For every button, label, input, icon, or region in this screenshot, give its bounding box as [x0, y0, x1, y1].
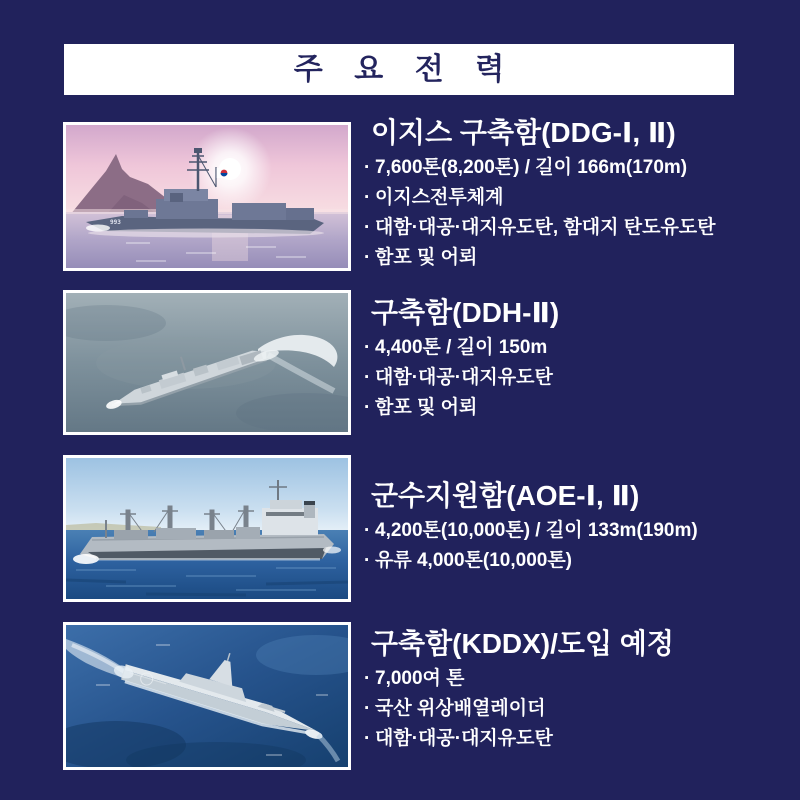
bullet-dot: · [364, 728, 371, 749]
bullet-dot: · [364, 187, 371, 208]
spec-item [364, 516, 794, 546]
spec-text: 4,400톤 / 길이 150m [375, 337, 548, 358]
section-info-aoe [364, 479, 794, 576]
spec-item [364, 393, 794, 423]
section-info-ddg [364, 116, 794, 273]
spec-text: 대함·대공·대지유도탄, 함대지 탄도유도탄 [375, 217, 716, 238]
taegeuk-flag-icon [217, 168, 232, 178]
section-title: 구축함(DDH-Ⅱ) [371, 297, 560, 328]
spec-item [364, 153, 794, 183]
ship-photo-destroyer [63, 290, 351, 435]
spec-item [364, 333, 794, 363]
section-title: 이지스 구축함(DDG-Ⅰ, Ⅱ) [371, 117, 676, 148]
spec-item [364, 213, 794, 243]
spec-text: 7,000여 톤 [375, 668, 465, 689]
aegis-destroyer-illustration [66, 125, 348, 268]
spec-item [364, 694, 794, 724]
spec-list [364, 153, 794, 273]
bullet-dot: · [364, 337, 371, 358]
spec-list [364, 516, 794, 576]
spec-item [364, 243, 794, 273]
ship-photo-logistics-ship [63, 455, 351, 602]
spec-list [364, 664, 794, 754]
bullet-dot: · [364, 397, 371, 418]
section-info-ddh [364, 296, 794, 423]
spec-text: 이지스전투체계 [375, 187, 504, 208]
bullet-dot: · [364, 698, 371, 719]
section-title: 구축함(KDDX)/도입 예정 [371, 628, 674, 659]
spec-text: 함포 및 어뢰 [375, 397, 478, 418]
section-title: 군수지원함(AOE-Ⅰ, Ⅱ) [371, 480, 640, 511]
spec-item [364, 664, 794, 694]
bullet-dot: · [364, 217, 371, 238]
spec-text: 대함·대공·대지유도탄 [375, 367, 553, 388]
ship-photo-kddx [63, 622, 351, 770]
spec-item [364, 183, 794, 213]
bullet-dot: · [364, 550, 371, 571]
hull-number: 993 [110, 219, 121, 226]
bullet-dot: · [364, 157, 371, 178]
spec-text: 국산 위상배열레이더 [375, 698, 546, 719]
spec-text: 대함·대공·대지유도탄 [375, 728, 553, 749]
spec-text: 유류 4,000톤(10,000톤) [375, 550, 573, 571]
spec-list [364, 333, 794, 423]
spec-item [364, 363, 794, 393]
bullet-dot: · [364, 520, 371, 541]
spec-item [364, 724, 794, 754]
title-banner [64, 44, 734, 95]
page-title: 주요전력 [293, 53, 536, 86]
logistics-ship-illustration [66, 458, 348, 599]
bullet-dot: · [364, 247, 371, 268]
bullet-dot: · [364, 367, 371, 388]
spec-item [364, 546, 794, 576]
spec-text: 함포 및 어뢰 [375, 247, 478, 268]
ship-photo-aegis-destroyer [63, 122, 351, 271]
spec-text: 4,200톤(10,000톤) / 길이 133m(190m) [375, 520, 698, 541]
spec-text: 7,600톤(8,200톤) / 길이 166m(170m) [375, 157, 688, 178]
bullet-dot: · [364, 668, 371, 689]
destroyer-illustration [66, 293, 348, 432]
kddx-illustration [66, 625, 348, 767]
section-info-kddx [364, 627, 794, 754]
